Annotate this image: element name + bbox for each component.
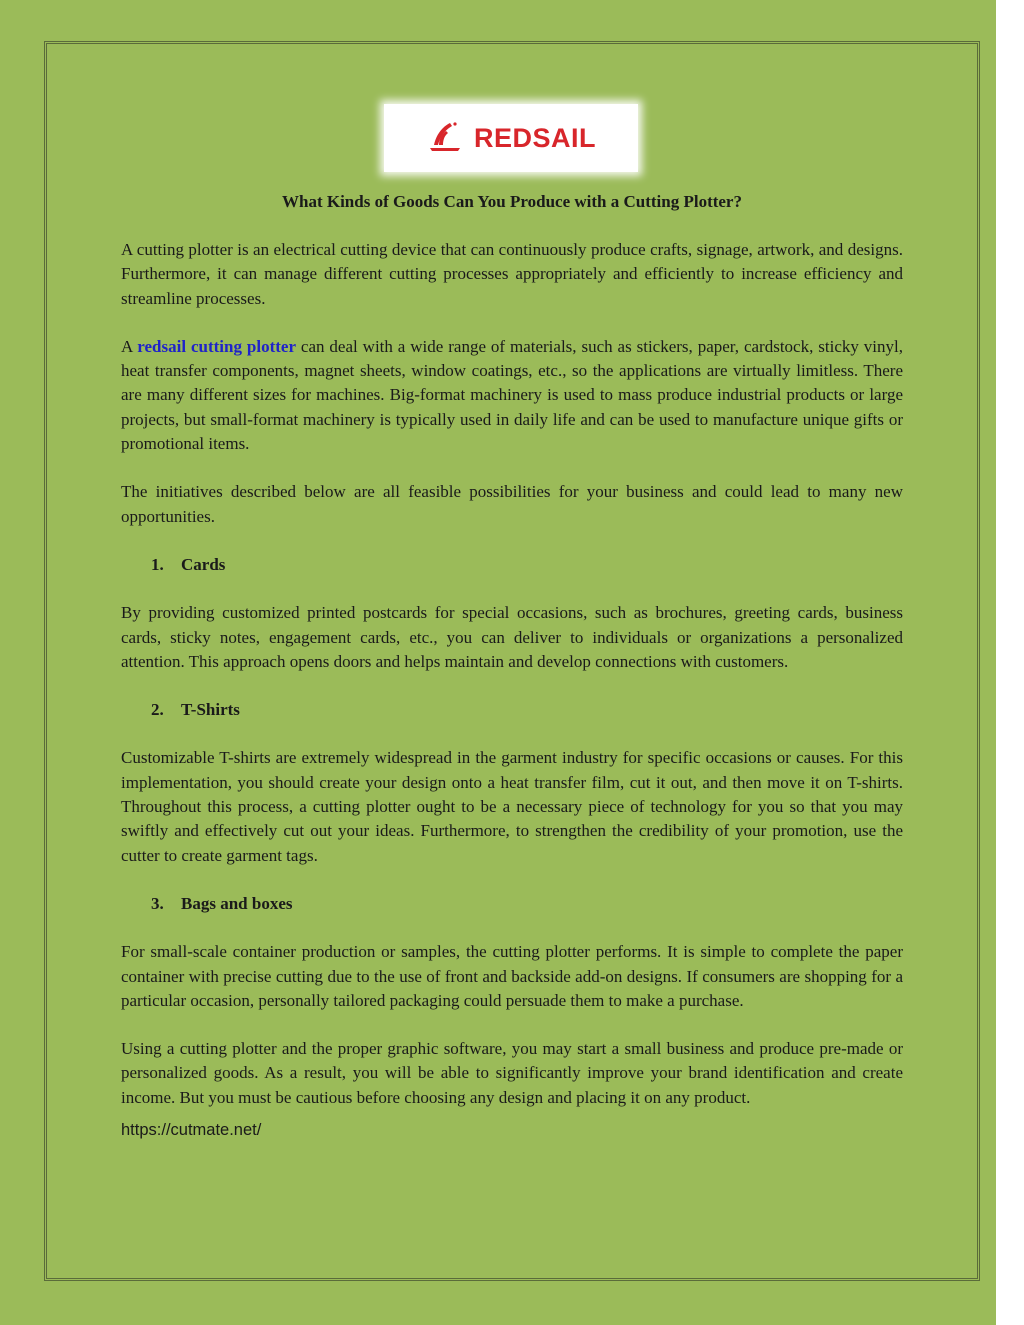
- redsail-cutting-plotter-link[interactable]: redsail cutting plotter: [137, 336, 296, 356]
- brand-logo: [384, 104, 638, 172]
- redsail-logo-icon: [426, 119, 464, 157]
- page-title: What Kinds of Goods Can You Produce with a Cutting Plotter?: [282, 192, 742, 211]
- materials-prefix: A: [121, 336, 138, 356]
- materials-paragraph: [121, 335, 903, 456]
- intro-paragraph: A cutting plotter is an electrical cutting device that can continuously produce crafts, signage, artwork, and designs. Furthermore, it can manage different cutting processes appropriately and efficiently to increase efficiency and streamline processes.: [121, 240, 903, 308]
- logo-text: REDSAIL: [473, 122, 596, 153]
- website-url-link[interactable]: https://cutmate.net/: [121, 1121, 262, 1140]
- cards-paragraph: By providing customized printed postcards for special occasions, such as brochures, greeting cards, business cards, sticky notes, engagement cards, etc., you can deliver to individuals or organizations a personalized attention. This approach opens doors and helps maintain and develop connections with customers.: [121, 603, 903, 671]
- conclusion-paragraph: Using a cutting plotter and the proper graphic software, you may start a small business and produce pre-made or personalized goods. As a result, you will be able to significantly improve your brand identification and create income. But you must be cautious before choosing any design and placing it on any product.: [121, 1039, 903, 1107]
- section-heading-text: Bags and boxes: [181, 893, 293, 913]
- section-heading-text: Cards: [181, 554, 226, 574]
- section-number: 3.: [151, 893, 164, 913]
- bags-and-boxes-paragraph: For small-scale container production or samples, the cutting plotter performs. It is simple to complete the paper container with precise cutting due to the use of front and backside add-on designs. If consumers are shopping for a particular occasion, personally tailored packaging could persuade them to make a purchase.: [121, 942, 903, 1010]
- section-number: 1.: [151, 554, 164, 574]
- section-heading-text: T-Shirts: [181, 700, 240, 720]
- document-body: [121, 190, 903, 1142]
- section-number: 2.: [151, 700, 164, 720]
- t-shirts-paragraph: Customizable T-shirts are extremely widespread in the garment industry for specific occasions or causes. For this implementation, you should create your design onto a heat transfer film, cut it out, and then move it on T-shirts. Throughout this process, a cutting plotter ought to be a necessary piece of technology for you so that you may swiftly and effectively cut out your ideas. Furthermore, to strengthen the credibility of your promotion, use the cutter to create garment tags.: [121, 748, 903, 865]
- section-heading-bags-and-boxes: [121, 892, 903, 916]
- materials-text: can deal with a wide range of materials, such as stickers, paper, cardstock, sticky vinyl, heat transfer components, magnet sheets, window coatings, etc., so the applications are virtually limitless. There are many different sizes for machines. Big-format machinery is used to mass produce industrial products or large projects, but small-format machinery is typically used in daily life and can be used to manufacture unique gifts or promotional items.: [121, 336, 903, 454]
- section-heading-cards: [121, 553, 903, 577]
- section-heading-t-shirts: [121, 698, 903, 722]
- initiatives-paragraph: The initiatives described below are all feasible possibilities for your business and could lead to many new opportunities.: [121, 482, 903, 526]
